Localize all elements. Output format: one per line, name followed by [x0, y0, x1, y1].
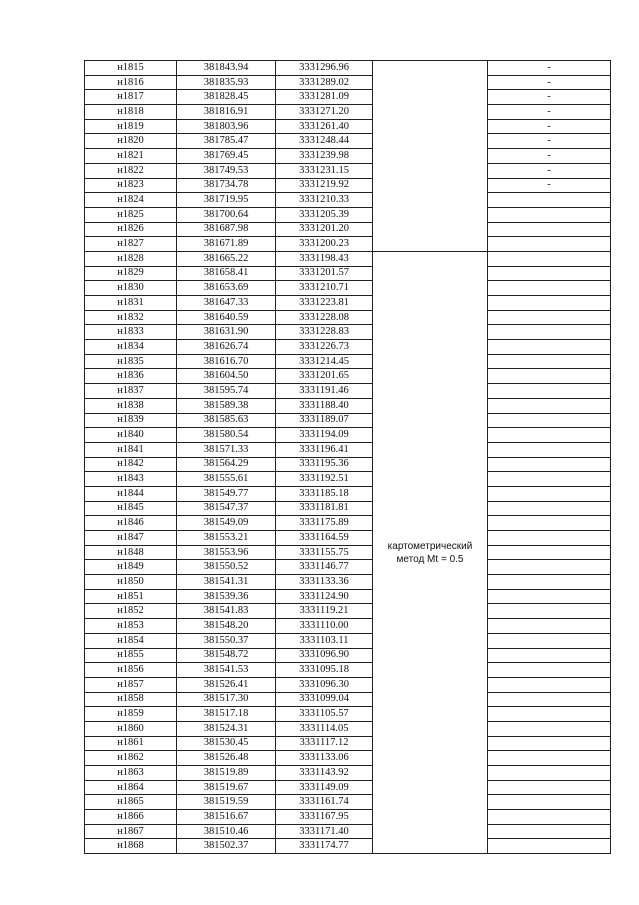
point-id-cell: н1817	[85, 90, 177, 105]
table-row	[85, 751, 611, 766]
coordinates-table-body	[85, 61, 611, 854]
note-cell	[488, 795, 611, 810]
table-row	[85, 810, 611, 825]
point-id-cell: н1840	[85, 428, 177, 443]
point-id-cell: н1853	[85, 619, 177, 634]
table-row	[85, 501, 611, 516]
point-id-cell: н1861	[85, 736, 177, 751]
note-cell	[488, 810, 611, 825]
x-coordinate-cell: 381580.54	[177, 428, 276, 443]
y-coordinate-cell: 3331149.09	[276, 780, 373, 795]
table-row	[85, 663, 611, 678]
note-cell	[488, 516, 611, 531]
note-cell	[488, 428, 611, 443]
note-cell	[488, 839, 611, 854]
note-cell: -	[488, 149, 611, 164]
table-row	[85, 207, 611, 222]
y-coordinate-cell: 3331195.36	[276, 457, 373, 472]
x-coordinate-cell: 381665.22	[177, 251, 276, 266]
note-cell	[488, 340, 611, 355]
note-cell	[488, 398, 611, 413]
table-row	[85, 619, 611, 634]
x-coordinate-cell: 381571.33	[177, 442, 276, 457]
y-coordinate-cell: 3331119.21	[276, 604, 373, 619]
note-cell	[488, 604, 611, 619]
table-row	[85, 281, 611, 296]
y-coordinate-cell: 3331228.08	[276, 310, 373, 325]
x-coordinate-cell: 381519.67	[177, 780, 276, 795]
point-id-cell: н1820	[85, 134, 177, 149]
note-cell	[488, 707, 611, 722]
x-coordinate-cell: 381548.72	[177, 648, 276, 663]
point-id-cell: н1815	[85, 61, 177, 76]
note-cell	[488, 560, 611, 575]
x-coordinate-cell: 381785.47	[177, 134, 276, 149]
table-row	[85, 560, 611, 575]
point-id-cell: н1856	[85, 663, 177, 678]
point-id-cell: н1837	[85, 384, 177, 399]
note-cell	[488, 824, 611, 839]
y-coordinate-cell: 3331096.30	[276, 677, 373, 692]
point-id-cell: н1865	[85, 795, 177, 810]
table-row	[85, 90, 611, 105]
y-coordinate-cell: 3331201.57	[276, 266, 373, 281]
table-row	[85, 398, 611, 413]
point-id-cell: н1858	[85, 692, 177, 707]
y-coordinate-cell: 3331114.05	[276, 721, 373, 736]
x-coordinate-cell: 381550.52	[177, 560, 276, 575]
table-row	[85, 310, 611, 325]
table-row	[85, 61, 611, 76]
point-id-cell: н1832	[85, 310, 177, 325]
y-coordinate-cell: 3331201.65	[276, 369, 373, 384]
note-cell	[488, 193, 611, 208]
x-coordinate-cell: 381828.45	[177, 90, 276, 105]
table-row	[85, 325, 611, 340]
table-row	[85, 163, 611, 178]
note-cell: -	[488, 163, 611, 178]
point-id-cell: н1852	[85, 604, 177, 619]
y-coordinate-cell: 3331205.39	[276, 207, 373, 222]
table-row	[85, 178, 611, 193]
table-row	[85, 486, 611, 501]
y-coordinate-cell: 3331261.40	[276, 119, 373, 134]
y-coordinate-cell: 3331200.23	[276, 237, 373, 252]
note-cell	[488, 501, 611, 516]
note-cell: -	[488, 75, 611, 90]
x-coordinate-cell: 381769.45	[177, 149, 276, 164]
note-cell	[488, 266, 611, 281]
point-id-cell: н1860	[85, 721, 177, 736]
note-cell: -	[488, 178, 611, 193]
point-id-cell: н1841	[85, 442, 177, 457]
x-coordinate-cell: 381589.38	[177, 398, 276, 413]
y-coordinate-cell: 3331196.41	[276, 442, 373, 457]
point-id-cell: н1821	[85, 149, 177, 164]
x-coordinate-cell: 381549.09	[177, 516, 276, 531]
x-coordinate-cell: 381816.91	[177, 105, 276, 120]
x-coordinate-cell: 381555.61	[177, 472, 276, 487]
note-cell	[488, 692, 611, 707]
y-coordinate-cell: 3331171.40	[276, 824, 373, 839]
y-coordinate-cell: 3331191.46	[276, 384, 373, 399]
note-cell	[488, 222, 611, 237]
point-id-cell: н1823	[85, 178, 177, 193]
point-id-cell: н1829	[85, 266, 177, 281]
y-coordinate-cell: 3331271.20	[276, 105, 373, 120]
coordinates-table	[84, 60, 611, 854]
x-coordinate-cell: 381749.53	[177, 163, 276, 178]
y-coordinate-cell: 3331231.15	[276, 163, 373, 178]
point-id-cell: н1847	[85, 531, 177, 546]
y-coordinate-cell: 3331228.83	[276, 325, 373, 340]
table-row	[85, 266, 611, 281]
table-row	[85, 780, 611, 795]
y-coordinate-cell: 3331214.45	[276, 354, 373, 369]
note-cell	[488, 648, 611, 663]
table-row	[85, 633, 611, 648]
table-row	[85, 677, 611, 692]
table-row	[85, 119, 611, 134]
y-coordinate-cell: 3331133.36	[276, 575, 373, 590]
note-cell	[488, 457, 611, 472]
x-coordinate-cell: 381549.77	[177, 486, 276, 501]
point-id-cell: н1854	[85, 633, 177, 648]
note-cell	[488, 325, 611, 340]
x-coordinate-cell: 381519.89	[177, 766, 276, 781]
y-coordinate-cell: 3331175.89	[276, 516, 373, 531]
table-row	[85, 413, 611, 428]
note-cell	[488, 589, 611, 604]
x-coordinate-cell: 381516.67	[177, 810, 276, 825]
y-coordinate-cell: 3331248.44	[276, 134, 373, 149]
x-coordinate-cell: 381547.37	[177, 501, 276, 516]
y-coordinate-cell: 3331296.96	[276, 61, 373, 76]
y-coordinate-cell: 3331223.81	[276, 296, 373, 311]
note-cell	[488, 531, 611, 546]
point-id-cell: н1836	[85, 369, 177, 384]
table-row	[85, 589, 611, 604]
point-id-cell: н1864	[85, 780, 177, 795]
table-row	[85, 457, 611, 472]
table-row	[85, 795, 611, 810]
x-coordinate-cell: 381604.50	[177, 369, 276, 384]
note-cell	[488, 413, 611, 428]
x-coordinate-cell: 381524.31	[177, 721, 276, 736]
y-coordinate-cell: 3331105.57	[276, 707, 373, 722]
point-id-cell: н1848	[85, 545, 177, 560]
x-coordinate-cell: 381640.59	[177, 310, 276, 325]
y-coordinate-cell: 3331181.81	[276, 501, 373, 516]
note-cell	[488, 354, 611, 369]
y-coordinate-cell: 3331188.40	[276, 398, 373, 413]
point-id-cell: н1845	[85, 501, 177, 516]
table-row	[85, 575, 611, 590]
note-cell: -	[488, 134, 611, 149]
y-coordinate-cell: 3331124.90	[276, 589, 373, 604]
point-id-cell: н1855	[85, 648, 177, 663]
table-row	[85, 692, 611, 707]
table-row	[85, 222, 611, 237]
y-coordinate-cell: 3331146.77	[276, 560, 373, 575]
x-coordinate-cell: 381502.37	[177, 839, 276, 854]
note-cell	[488, 736, 611, 751]
table-row	[85, 824, 611, 839]
x-coordinate-cell: 381631.90	[177, 325, 276, 340]
table-row	[85, 604, 611, 619]
x-coordinate-cell: 381519.59	[177, 795, 276, 810]
x-coordinate-cell: 381539.36	[177, 589, 276, 604]
point-id-cell: н1846	[85, 516, 177, 531]
point-id-cell: н1849	[85, 560, 177, 575]
point-id-cell: н1868	[85, 839, 177, 854]
y-coordinate-cell: 3331194.09	[276, 428, 373, 443]
note-cell: -	[488, 119, 611, 134]
y-coordinate-cell: 3331189.07	[276, 413, 373, 428]
table-row	[85, 354, 611, 369]
table-row	[85, 707, 611, 722]
point-id-cell: н1824	[85, 193, 177, 208]
y-coordinate-cell: 3331201.20	[276, 222, 373, 237]
y-coordinate-cell: 3331185.18	[276, 486, 373, 501]
x-coordinate-cell: 381719.95	[177, 193, 276, 208]
x-coordinate-cell: 381658.41	[177, 266, 276, 281]
method-text-line: метод Mt = 0.5	[396, 553, 464, 565]
y-coordinate-cell: 3331167.95	[276, 810, 373, 825]
note-cell	[488, 310, 611, 325]
table-row	[85, 75, 611, 90]
point-id-cell: н1859	[85, 707, 177, 722]
note-cell	[488, 751, 611, 766]
x-coordinate-cell: 381526.41	[177, 677, 276, 692]
note-cell	[488, 766, 611, 781]
note-cell	[488, 780, 611, 795]
method-cell	[373, 251, 488, 853]
table-row	[85, 766, 611, 781]
y-coordinate-cell: 3331226.73	[276, 340, 373, 355]
x-coordinate-cell: 381541.83	[177, 604, 276, 619]
point-id-cell: н1842	[85, 457, 177, 472]
note-cell	[488, 442, 611, 457]
point-id-cell: н1833	[85, 325, 177, 340]
note-cell: -	[488, 61, 611, 76]
note-cell	[488, 207, 611, 222]
note-cell	[488, 619, 611, 634]
note-cell	[488, 251, 611, 266]
note-cell	[488, 663, 611, 678]
y-coordinate-cell: 3331210.71	[276, 281, 373, 296]
method-text-line: картометрический	[387, 540, 473, 552]
table-row	[85, 369, 611, 384]
y-coordinate-cell: 3331095.18	[276, 663, 373, 678]
point-id-cell: н1839	[85, 413, 177, 428]
note-cell	[488, 296, 611, 311]
y-coordinate-cell: 3331096.90	[276, 648, 373, 663]
note-cell	[488, 384, 611, 399]
x-coordinate-cell: 381585.63	[177, 413, 276, 428]
x-coordinate-cell: 381843.94	[177, 61, 276, 76]
y-coordinate-cell: 3331099.04	[276, 692, 373, 707]
y-coordinate-cell: 3331281.09	[276, 90, 373, 105]
x-coordinate-cell: 381687.98	[177, 222, 276, 237]
table-row	[85, 237, 611, 252]
table-row	[85, 545, 611, 560]
x-coordinate-cell: 381541.31	[177, 575, 276, 590]
table-row	[85, 134, 611, 149]
note-cell: -	[488, 90, 611, 105]
point-id-cell: н1818	[85, 105, 177, 120]
point-id-cell: н1844	[85, 486, 177, 501]
point-id-cell: н1866	[85, 810, 177, 825]
x-coordinate-cell: 381803.96	[177, 119, 276, 134]
y-coordinate-cell: 3331133.06	[276, 751, 373, 766]
note-cell	[488, 486, 611, 501]
x-coordinate-cell: 381671.89	[177, 237, 276, 252]
point-id-cell: н1835	[85, 354, 177, 369]
x-coordinate-cell: 381595.74	[177, 384, 276, 399]
x-coordinate-cell: 381550.37	[177, 633, 276, 648]
table-row	[85, 384, 611, 399]
note-cell	[488, 633, 611, 648]
y-coordinate-cell: 3331219.92	[276, 178, 373, 193]
point-id-cell: н1857	[85, 677, 177, 692]
note-cell: -	[488, 105, 611, 120]
y-coordinate-cell: 3331210.33	[276, 193, 373, 208]
table-row	[85, 149, 611, 164]
table-row	[85, 251, 611, 266]
x-coordinate-cell: 381541.53	[177, 663, 276, 678]
table-row	[85, 516, 611, 531]
table-row	[85, 472, 611, 487]
y-coordinate-cell: 3331161.74	[276, 795, 373, 810]
note-cell	[488, 677, 611, 692]
point-id-cell: н1825	[85, 207, 177, 222]
point-id-cell: н1822	[85, 163, 177, 178]
x-coordinate-cell: 381548.20	[177, 619, 276, 634]
x-coordinate-cell: 381517.30	[177, 692, 276, 707]
y-coordinate-cell: 3331143.92	[276, 766, 373, 781]
x-coordinate-cell: 381700.64	[177, 207, 276, 222]
table-row	[85, 736, 611, 751]
y-coordinate-cell: 3331289.02	[276, 75, 373, 90]
point-id-cell: н1863	[85, 766, 177, 781]
y-coordinate-cell: 3331192.51	[276, 472, 373, 487]
table-row	[85, 721, 611, 736]
x-coordinate-cell: 381564.29	[177, 457, 276, 472]
table-row	[85, 428, 611, 443]
x-coordinate-cell: 381553.96	[177, 545, 276, 560]
x-coordinate-cell: 381530.45	[177, 736, 276, 751]
point-id-cell: н1827	[85, 237, 177, 252]
point-id-cell: н1819	[85, 119, 177, 134]
y-coordinate-cell: 3331110.00	[276, 619, 373, 634]
table-row	[85, 531, 611, 546]
y-coordinate-cell: 3331117.12	[276, 736, 373, 751]
table-row	[85, 442, 611, 457]
x-coordinate-cell: 381734.78	[177, 178, 276, 193]
y-coordinate-cell: 3331164.59	[276, 531, 373, 546]
table-row	[85, 105, 611, 120]
y-coordinate-cell: 3331198.43	[276, 251, 373, 266]
note-cell	[488, 472, 611, 487]
table-row	[85, 648, 611, 663]
point-id-cell: н1831	[85, 296, 177, 311]
table-row	[85, 193, 611, 208]
point-id-cell: н1828	[85, 251, 177, 266]
note-cell	[488, 237, 611, 252]
x-coordinate-cell: 381616.70	[177, 354, 276, 369]
point-id-cell: н1862	[85, 751, 177, 766]
point-id-cell: н1851	[85, 589, 177, 604]
y-coordinate-cell: 3331155.75	[276, 545, 373, 560]
note-cell	[488, 545, 611, 560]
point-id-cell: н1843	[85, 472, 177, 487]
point-id-cell: н1826	[85, 222, 177, 237]
point-id-cell: н1867	[85, 824, 177, 839]
x-coordinate-cell: 381553.21	[177, 531, 276, 546]
x-coordinate-cell: 381626.74	[177, 340, 276, 355]
y-coordinate-cell: 3331174.77	[276, 839, 373, 854]
point-id-cell: н1830	[85, 281, 177, 296]
point-id-cell: н1838	[85, 398, 177, 413]
note-cell	[488, 575, 611, 590]
x-coordinate-cell: 381526.48	[177, 751, 276, 766]
method-cell-empty	[373, 61, 488, 252]
y-coordinate-cell: 3331239.98	[276, 149, 373, 164]
y-coordinate-cell: 3331103.11	[276, 633, 373, 648]
x-coordinate-cell: 381517.18	[177, 707, 276, 722]
point-id-cell: н1834	[85, 340, 177, 355]
table-row	[85, 296, 611, 311]
point-id-cell: н1850	[85, 575, 177, 590]
note-cell	[488, 369, 611, 384]
x-coordinate-cell: 381510.46	[177, 824, 276, 839]
table-row	[85, 340, 611, 355]
x-coordinate-cell: 381647.33	[177, 296, 276, 311]
x-coordinate-cell: 381835.93	[177, 75, 276, 90]
x-coordinate-cell: 381653.69	[177, 281, 276, 296]
table-row	[85, 839, 611, 854]
note-cell	[488, 281, 611, 296]
note-cell	[488, 721, 611, 736]
point-id-cell: н1816	[85, 75, 177, 90]
